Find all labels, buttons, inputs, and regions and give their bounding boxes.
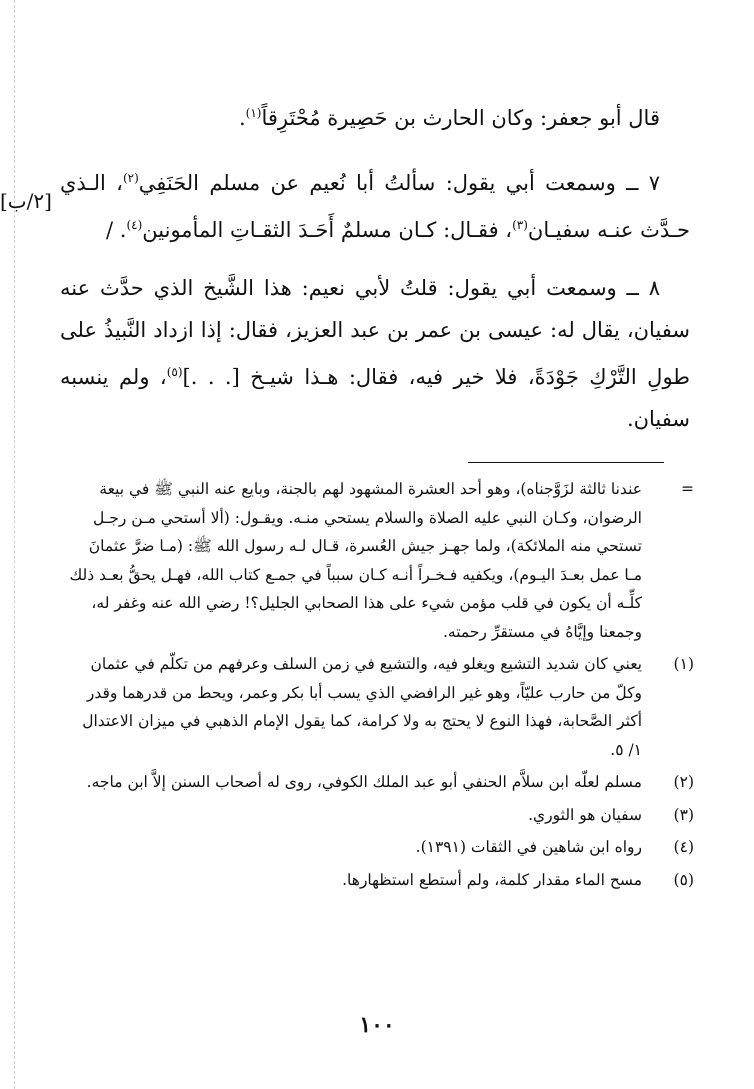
footnote-5 — [60, 866, 694, 895]
footnote-text: مسلم لعلّه ابن سلاَّم الحنفي أبو عبد الملك الكوفي، روى له أصحاب السنن إلاَّ ابن ماجه. — [86, 773, 642, 791]
footnote-ref-2[interactable]: (٢) — [122, 171, 139, 185]
page-number: ١٠٠ — [359, 1012, 395, 1038]
manuscript-folio-marker: [٢/ب] — [0, 189, 52, 213]
footnote-ref-3[interactable]: (٣) — [512, 218, 528, 232]
narration-line — [60, 92, 690, 139]
footnote-number: (٤) — [673, 838, 694, 856]
footnote-text: سفيان هو الثوري. — [528, 805, 642, 824]
paragraph-7 — [60, 157, 690, 251]
footnote-continuation-text: عندنا ثالثة لزَوَّجناه)، وهو أحد العشرة المشهود لهم بالجنة، وبايع عنه النبي ﷺ في بيعة الرضوان، وكـان النبي عليه الصلاة والسلام يستحي منـه. ويقـول: (ألا أستحي مـن رجـل تستحي منه الملائكة)، ولما جهـز جيش العُسرة، قـال لـه رسول الله ﷺ: (مـا ضرَّ عثمانَ مـا عمل بعـدَ اليـوم)، ويكفيه فـخـراً أنـه كـان سبباً في جمـع كتاب الله، فهـل يحقُّ بعـد ذلك كلِّـه أن يكون في قلب مؤمن شيء على هذا الصحابي الجليل؟! رضي الله عنه وغفر له، وجمعنا وإيَّاهُ في مستقرِّ رحمته. — [69, 480, 642, 641]
footnote-text: يعني كان شديد التشيع ويغلو فيه، والتشيع في زمن السلف وعرفهم من تكلّم في عثمان وكلّ من حارب عليّاً، وهو غير الرافضي الذي يسب أبا بكر وعمر، ويحط من قدرهما وقدر أكثر الصَّحابة، فهذا النوع لا يحتج به ولا كرامة، كما يقول الإمام الذهبي في ميزان الاعتدال ١/ ٥. — [82, 655, 642, 759]
footnote-text: رواه ابن شاهين في الثقات (١٣٩١). — [415, 838, 642, 856]
narration-text: قال أبو جعفر: وكان الحارث بن حَصِيرة مُحْتَرِقاً — [261, 106, 660, 130]
footnote-number: (٢) — [673, 773, 694, 791]
footnote-text: مسح الماء مقدار كلمة، ولم أستطع استظهارها. — [342, 870, 642, 889]
footnote-continuation — [60, 475, 694, 646]
footnote-separator — [468, 462, 664, 463]
continuation-mark: = — [681, 480, 694, 498]
paragraph-8-text-a: ٨ ــ وسمعت أبي يقول: قلتُ لأبي نعيم: هذا الشَّيخ الذي حدَّث عنه سفيان، يقال له: عيسى بن عمر بن عبد العزيز، فقال: إذا ازداد النَّبيذُ على طولِ التَّرْكِ جَوْدَةً، فلا خير فيه، فقال: هـذا شيـخ [. . .] — [60, 276, 691, 389]
footnote-3 — [60, 801, 694, 830]
footnote-4 — [60, 833, 694, 862]
paragraph-7-text-b: ، الـذي حـدَّث عنـه سفيـان — [60, 171, 690, 242]
footnotes — [60, 475, 694, 898]
narration-end: . — [238, 106, 246, 130]
footnote-ref-5[interactable]: (٥) — [166, 365, 183, 379]
footnote-number: (١) — [673, 655, 694, 673]
paragraph-7-text-a: ٧ ــ وسمعت أبي يقول: سألتُ أبا نُعيم عن مسلم الحَنَفِي — [138, 171, 660, 195]
footnote-1 — [60, 650, 694, 764]
footnote-number: (٣) — [673, 805, 694, 824]
paragraph-7-text-c: ، فقـال: كـان مسلمٌ أَحَـدَ الثقـاتِ المأمونين — [142, 218, 513, 242]
paragraph-7-text-d: . / — [106, 218, 127, 242]
footnote-number: (٥) — [673, 870, 694, 889]
footnote-ref-4[interactable]: (٤) — [126, 218, 143, 232]
paragraph-8 — [60, 267, 690, 440]
binding-gutter — [0, 0, 15, 1089]
paragraph-8-text-b: ، ولم ينسبه سفيان. — [60, 365, 690, 431]
main-text — [60, 92, 690, 440]
footnote-ref-1[interactable]: (١) — [245, 106, 262, 120]
footnote-2 — [60, 768, 694, 797]
